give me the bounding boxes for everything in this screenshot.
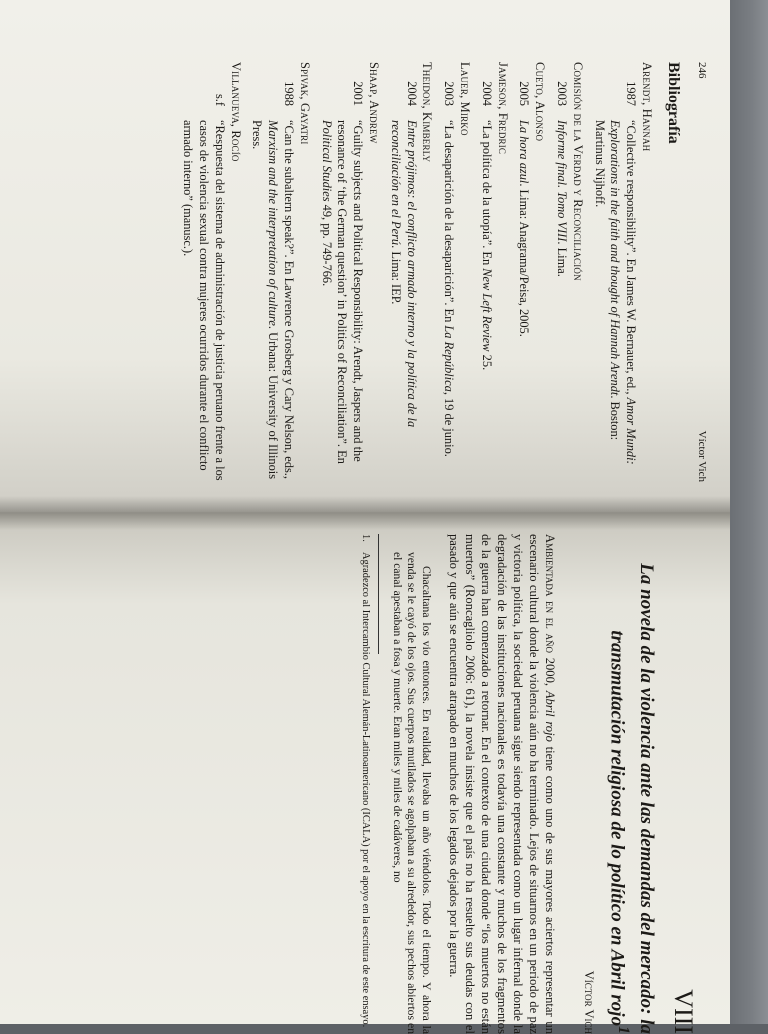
chapter-title-text: La novela de la violencia ante las demandas del mercado: la transmutación religiosa de lo político en Abril rojo	[606, 563, 657, 1034]
entry-title: Marxism and the interpretation of culture	[266, 120, 281, 326]
book-title: Abril rojo	[542, 690, 557, 742]
entry-text-pre: “Collective responsibility”. En James W. Bernauer, ed.,	[624, 120, 639, 398]
entry-text-post: 49, pp. 749-766.	[319, 201, 334, 287]
entry-year: 1988	[282, 81, 297, 106]
entry-title: Political Studies	[319, 120, 334, 202]
bibliography-entry	[478, 62, 510, 482]
bibliography-entry	[591, 62, 654, 482]
entry-text-pre: “Can the subaltern speak?”. En Lawrence Grosberg y Cary Nelson, eds.,	[282, 120, 297, 479]
paragraph-lead: Ambientada en el año 2000,	[542, 534, 557, 687]
entry-text	[516, 120, 532, 482]
entry-title: Entre prójimos: el conflicto armado interno y la política de la reconciliación en el Perú	[388, 120, 419, 428]
bibliography-list	[179, 62, 654, 482]
bibliography-entry	[516, 62, 548, 482]
chapter-page	[40, 534, 700, 1034]
section-title: Bibliografía	[665, 62, 682, 144]
chapter-title	[606, 534, 658, 1034]
entry-text-pre: “Guilty subjects and Political Responsibility: Arendt, Jaspers and the resonance of ‘the German question’ in Politics of Reconciliation”. En	[335, 120, 366, 464]
entry-author: Arendt, Hannah	[640, 62, 654, 152]
entry-author: Spivak, Gayatri	[297, 62, 312, 145]
chapter-number: VIII	[669, 989, 698, 1034]
entry-year: 1987	[624, 81, 639, 106]
entry-text-pre: “La desaparición de la desaparición”. En	[442, 120, 457, 326]
entry-text	[553, 120, 569, 482]
entry-author: Jameson, Fredric	[495, 62, 510, 155]
bibliography-entry	[318, 62, 381, 482]
entry-year: 2003	[442, 81, 457, 106]
entry-text	[318, 120, 365, 482]
page-number: 246	[696, 62, 708, 79]
entry-text	[440, 120, 456, 482]
footnote-ref: 1	[615, 1026, 632, 1034]
entry-text-post: . Urbana: University of Illinois Press.	[250, 120, 281, 480]
entry-text-post: 25.	[479, 351, 494, 371]
bibliography-entry	[440, 62, 472, 482]
entry-text	[249, 120, 296, 482]
entry-text-pre: “La política de la utopía”. En	[479, 120, 494, 269]
entry-author: Lauer, Mirko	[458, 62, 473, 136]
entry-year: s.f	[212, 93, 227, 106]
bibliography-entry	[553, 62, 585, 482]
entry-year: 2001	[351, 81, 366, 106]
scanner-edge	[728, 0, 768, 1024]
bibliography-entry	[249, 62, 312, 482]
entry-author: Cueto, Alonso	[533, 62, 548, 142]
entry-text-post: . Lima.	[555, 241, 570, 277]
entry-year: 2003	[555, 81, 570, 106]
body-paragraph	[445, 534, 556, 1034]
entry-text-post: . Lima: Anagrama/Peisa, 2005.	[517, 183, 532, 337]
bibliography-entry	[179, 62, 242, 482]
entry-title: Informe final. Tomo VIII	[555, 120, 570, 242]
chapter-author: Víctor Vich	[581, 970, 596, 1034]
entry-title: Amor Mundi: Explorations in the faith and thought of Hannah Arendt	[608, 120, 639, 465]
footnote-number: 1.	[359, 534, 371, 542]
entry-year: 2004	[404, 81, 419, 106]
entry-title: La República	[442, 325, 457, 392]
block-quote: Chacaltana los vio entonces. En realidad, llevaba un año viéndolos. Todo el tiempo. Y ahora la venda se le cayó de los ojos. Sus cuerpos mutilados se agolpaban a su alrededor, sus pechos abiertos en el canal apestaban a fosa y muerte. Eran miles y miles de cadáveres, no	[390, 552, 433, 1034]
running-header	[686, 62, 708, 482]
entry-author: Villanueva, Rocío	[228, 62, 243, 162]
entry-author: Comisión de la Verdad y Reconciliación	[570, 62, 585, 281]
entry-text-post: . Lima: IEP.	[388, 245, 403, 305]
entry-text-post: . Boston: Martinus Nijhoff.	[592, 120, 623, 441]
bibliography-page	[68, 62, 708, 482]
running-head-author: Víctor Vich	[696, 430, 708, 482]
paragraph-body: tiene como uno de sus mayores aciertos representar un escenario cultural donde la violencia aún no ha terminado. Lejos de situarnos en un periodo de paz y victoria política, la sociedad peruana sigue siendo representada como un lugar infernal donde la degradación de las instituciones nacionales es todavía una constante y muchos de los fragmentos de la guerra han comenzado a retornar. En el contexto de una ciudad donde “los muertos no están muertos” (Roncagliolo 2006: 61), la novela insiste que el país no ha resuelto sus deudas con el pasado y que aún se encuentra atrapado en muchos de los legados dejados por la guerra.	[447, 534, 557, 1034]
footnote-rule	[378, 534, 379, 654]
entry-text	[179, 120, 226, 482]
entry-text	[591, 120, 638, 482]
entry-text-post: , 19 de junio.	[442, 391, 457, 457]
entry-author: Shaap, Andrew	[367, 62, 382, 144]
book-gutter	[0, 496, 730, 530]
entry-year: 2004	[479, 81, 494, 106]
entry-text	[478, 120, 494, 482]
entry-author: Theidon, Kimberly	[420, 62, 435, 163]
footnote-text: Agradezco al Intercambio Cultural Alemán-Latinoamericano (ICALA) por el apoyo en la escritura de este ensayo.	[359, 552, 371, 1028]
entry-year: 2005	[517, 81, 532, 106]
entry-text-pre: “Respuesta del sistema de administración de justicia peruano frente a los casos de violencia sexual contra mujeres ocurridos durante el conflicto armado interno” (manusc.).	[181, 120, 227, 481]
entry-title: La hora azul	[517, 120, 532, 184]
entry-title: New Left Review	[479, 268, 494, 352]
bibliography-entry	[387, 62, 434, 482]
footnote	[359, 534, 372, 1034]
entry-text	[387, 120, 419, 482]
